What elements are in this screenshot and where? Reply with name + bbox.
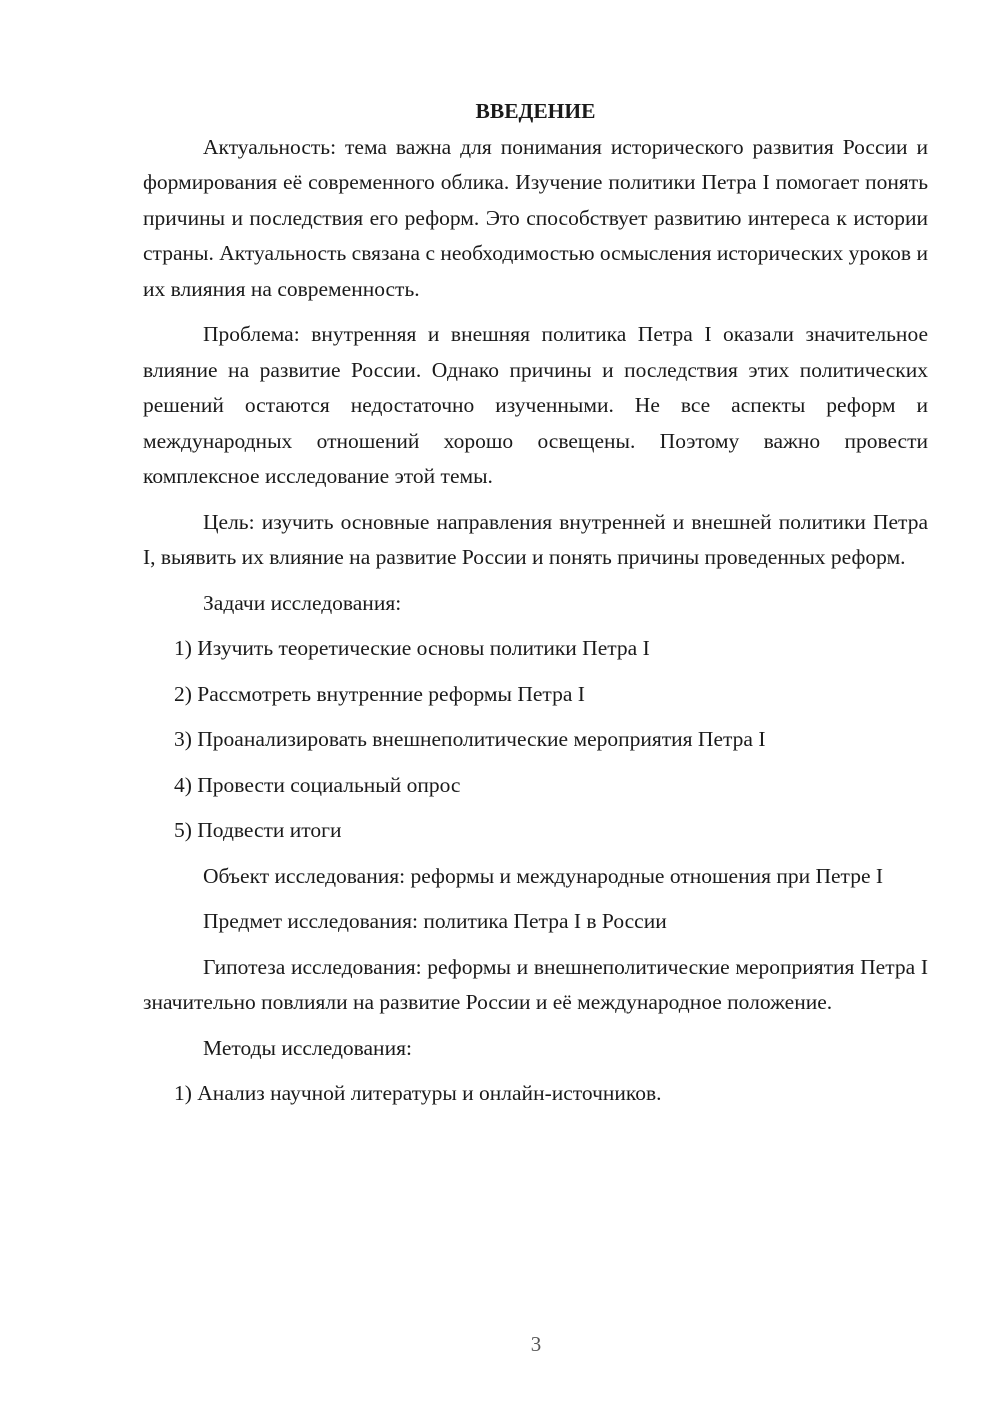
section-title: ВВЕДЕНИЕ — [475, 99, 596, 123]
methods-list — [143, 1076, 928, 1112]
subject-paragraph: Предмет исследования: политика Петра I в России — [203, 909, 667, 933]
problem-paragraph: Проблема: внутренняя и внешняя политика Петра I оказали значительное влияние на развитие России. Однако причины и последствия этих политических решений остаются недостаточно изученными. Не все аспекты реформ и международных отношений хорошо освещены. Поэтому важно провести комплексное исследование этой темы. — [143, 322, 928, 488]
hypothesis-paragraph: Гипотеза исследования: реформы и внешнеполитические мероприятия Петра I значительно повлияли на развитие России и её международное положение. — [143, 954, 928, 1014]
tasks-list — [143, 631, 928, 849]
list-item: 2) Рассмотреть внутренние реформы Петра I — [174, 681, 585, 706]
document-page — [143, 92, 928, 1122]
list-item: 4) Провести социальный опрос — [174, 772, 461, 797]
methods-heading: Методы исследования: — [203, 1035, 412, 1060]
list-item: 1) Анализ научной литературы и онлайн-источников. — [174, 1081, 662, 1105]
list-item: 1) Изучить теоретические основы политики Петра I — [174, 636, 650, 660]
relevance-paragraph: Актуальность: тема важна для понимания исторического развития России и формирования её современного облика. Изучение политики Петра I помогает понять причины и последствия его реформ. Это способствует развитию интереса к истории страны. Актуальность связана с необходимостью осмысления исторических уроков и их влияния на современность. — [143, 134, 928, 301]
list-item: 5) Подвести итоги — [174, 818, 342, 842]
object-paragraph: Объект исследования: реформы и международные отношения при Петре I — [203, 863, 884, 888]
tasks-heading: Задачи исследования: — [203, 590, 402, 615]
page-number: 3 — [530, 1332, 542, 1356]
list-item: 3) Проанализировать внешнеполитические мероприятия Петра I — [174, 727, 766, 751]
goal-paragraph: Цель: изучить основные направления внутренней и внешней политики Петра I, выявить их влияние на развитие России и понять причины проведенных реформ. — [143, 509, 928, 569]
